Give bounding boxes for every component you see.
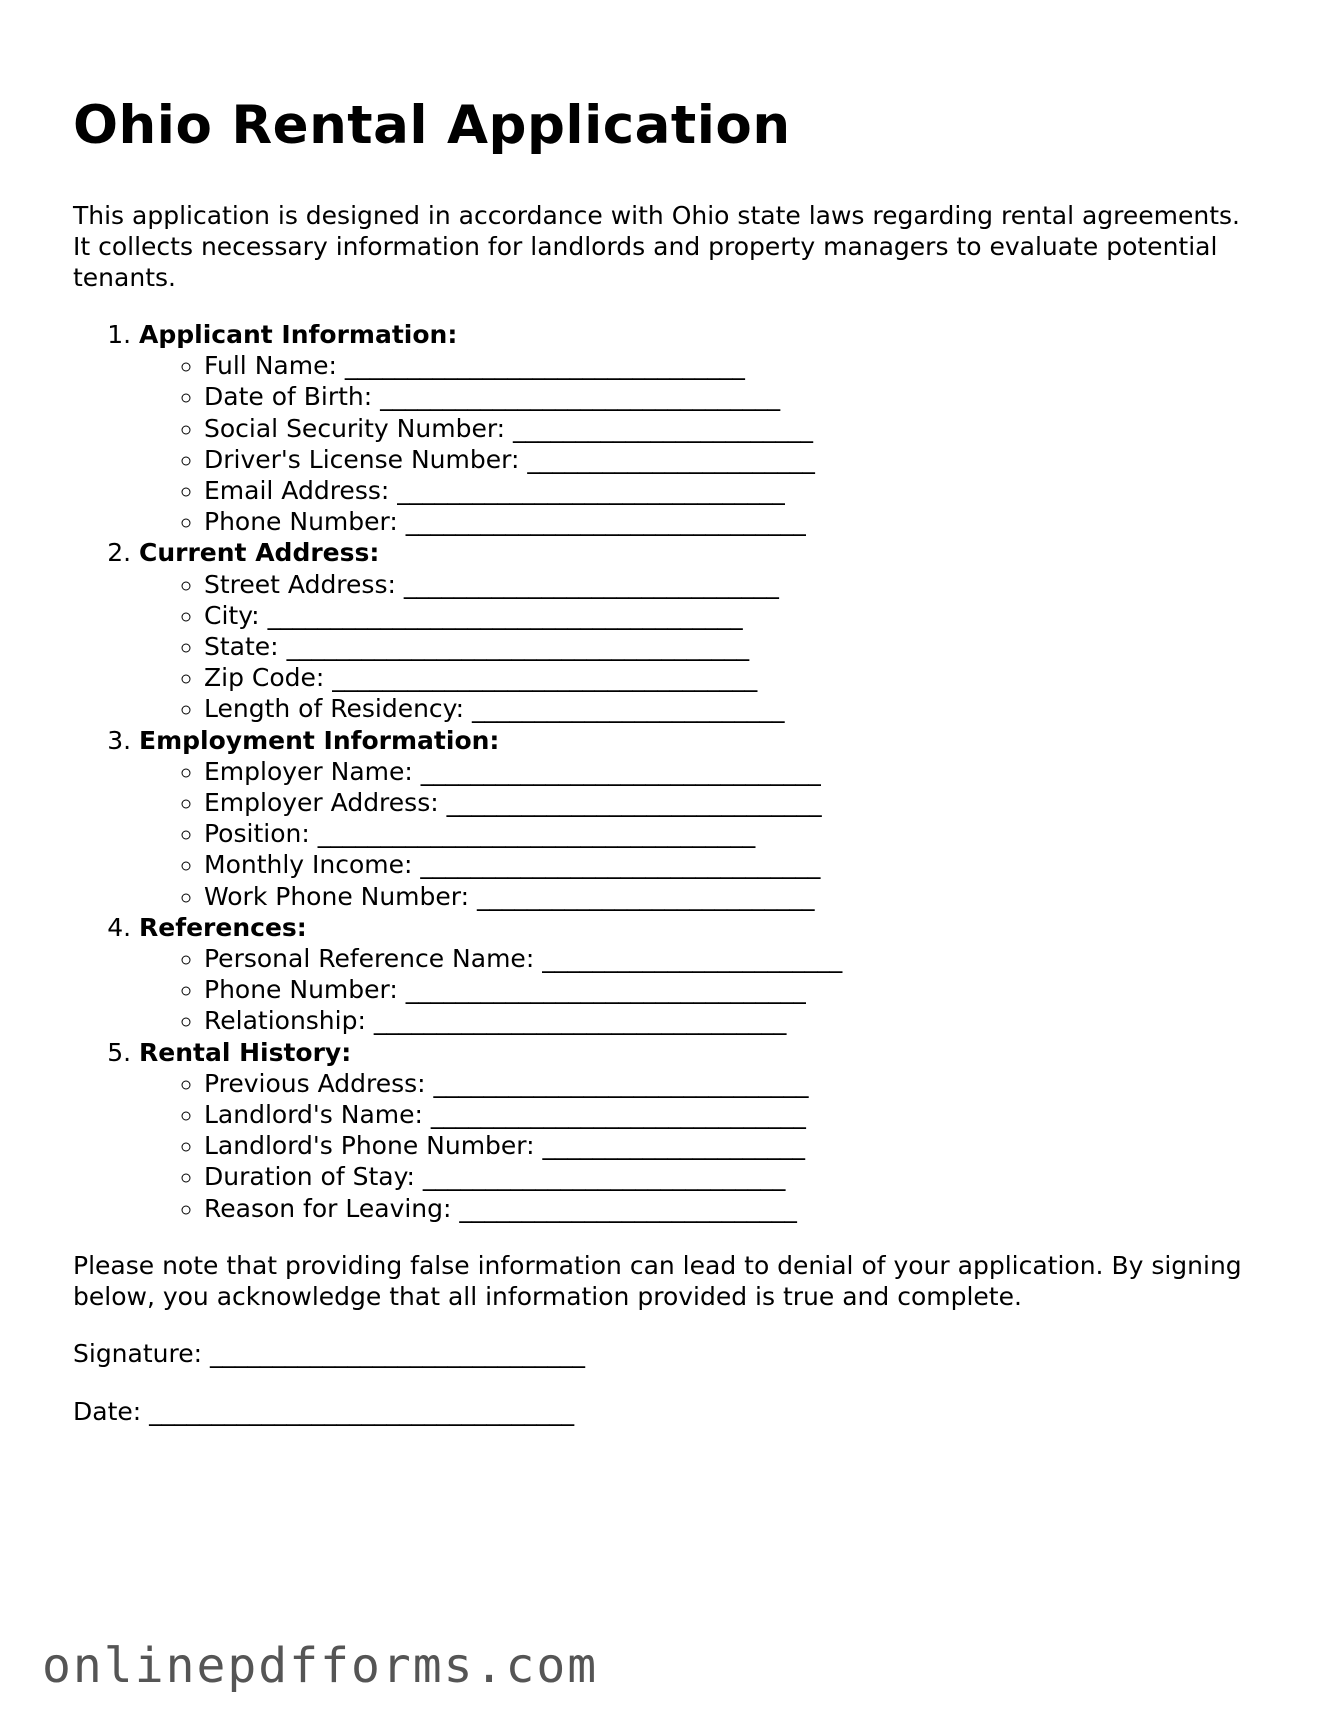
- field-blank[interactable]: ___________________________: [459, 1193, 797, 1223]
- watermark-text: onlinepdfforms.com: [42, 1638, 599, 1694]
- field-length-of-residency: [204, 693, 1273, 724]
- date-label: Date:: [73, 1396, 142, 1426]
- field-blank[interactable]: ________________________________: [405, 975, 806, 1005]
- field-list: [139, 943, 1273, 1037]
- field-reference-phone: [204, 974, 1273, 1005]
- field-label: Position:: [204, 819, 310, 849]
- section-applicant-information: [139, 319, 1273, 537]
- field-position: [204, 818, 1273, 849]
- field-label: Length of Residency:: [204, 694, 465, 724]
- intro-paragraph: This application is designed in accordance with Ohio state laws regarding rental agreements. It collects necessary information for landlords and property managers to evaluate potential tenants.: [73, 201, 1240, 292]
- field-blank[interactable]: ______________________________: [433, 1068, 809, 1098]
- field-label: Zip Code:: [204, 663, 325, 693]
- field-landlord-phone: [204, 1130, 1273, 1161]
- field-label: State:: [204, 632, 279, 662]
- field-blank[interactable]: _________________________: [472, 694, 785, 724]
- field-blank[interactable]: _____________________: [542, 1131, 806, 1161]
- field-blank[interactable]: _________________________________: [373, 1006, 787, 1036]
- field-date-of-birth: [204, 381, 1273, 412]
- field-label: Monthly Income:: [204, 850, 413, 880]
- field-employer-name: [204, 756, 1273, 787]
- field-label: Email Address:: [204, 476, 390, 506]
- section-title: Current Address:: [139, 538, 380, 568]
- field-zip-code: [204, 662, 1273, 693]
- field-blank[interactable]: ______________________________: [446, 788, 822, 818]
- field-label: Date of Birth:: [204, 382, 373, 412]
- field-blank[interactable]: ______________________________: [430, 1100, 806, 1130]
- field-label: Previous Address:: [204, 1068, 426, 1098]
- field-blank[interactable]: ________________________________: [420, 756, 821, 786]
- field-label: Employer Name:: [204, 756, 413, 786]
- field-blank[interactable]: ________________________________: [405, 507, 806, 537]
- signature-line: [73, 1338, 1273, 1369]
- field-label: Driver's License Number:: [204, 444, 520, 474]
- field-blank[interactable]: ________________________________: [380, 382, 781, 412]
- field-blank[interactable]: _____________________________________: [286, 632, 750, 662]
- field-reason-for-leaving: [204, 1193, 1273, 1224]
- section-title: References:: [139, 912, 307, 942]
- field-blank[interactable]: _______________________________: [397, 476, 785, 506]
- field-employer-address: [204, 787, 1273, 818]
- field-reference-name: [204, 943, 1273, 974]
- field-work-phone: [204, 881, 1273, 912]
- field-label: Reason for Leaving:: [204, 1193, 452, 1223]
- field-label: Employer Address:: [204, 788, 439, 818]
- field-label: Phone Number:: [204, 507, 398, 537]
- field-blank[interactable]: ___________________________________: [317, 819, 756, 849]
- field-blank[interactable]: _______________________: [527, 444, 815, 474]
- section-title: Employment Information:: [139, 725, 500, 755]
- field-city: [204, 600, 1273, 631]
- field-label: Duration of Stay:: [204, 1162, 415, 1192]
- field-list: [139, 350, 1273, 537]
- field-full-name: [204, 350, 1273, 381]
- field-list: [139, 569, 1273, 725]
- section-rental-history: [139, 1037, 1273, 1224]
- field-label: Full Name:: [204, 351, 337, 381]
- section-title: Applicant Information:: [139, 320, 458, 349]
- field-blank[interactable]: ________________________: [542, 944, 843, 974]
- section-title: Rental History:: [139, 1037, 352, 1067]
- section-references: [139, 912, 1273, 1037]
- field-previous-address: [204, 1068, 1273, 1099]
- field-blank[interactable]: ________________________: [513, 413, 814, 443]
- section-list: [73, 319, 1273, 1224]
- field-landlord-name: [204, 1099, 1273, 1130]
- field-label: City:: [204, 600, 260, 630]
- field-email: [204, 475, 1273, 506]
- field-drivers-license: [204, 444, 1273, 475]
- field-blank[interactable]: _____________________________: [422, 1162, 786, 1192]
- field-monthly-income: [204, 849, 1273, 880]
- field-label: Street Address:: [204, 569, 396, 599]
- date-line: [73, 1396, 1273, 1427]
- signature-blank[interactable]: ______________________________: [209, 1338, 585, 1368]
- page-title: Ohio Rental Application: [73, 95, 791, 156]
- field-blank[interactable]: ___________________________: [477, 881, 815, 911]
- field-label: Landlord's Phone Number:: [204, 1131, 535, 1161]
- field-blank[interactable]: __________________________________: [332, 663, 758, 693]
- field-label: Personal Reference Name:: [204, 944, 535, 974]
- field-list: [139, 756, 1273, 912]
- field-blank[interactable]: ______________________________: [403, 569, 779, 599]
- field-blank[interactable]: ________________________________: [420, 850, 821, 880]
- field-blank[interactable]: ______________________________________: [267, 600, 743, 630]
- field-list: [139, 1068, 1273, 1224]
- field-label: Landlord's Name:: [204, 1100, 423, 1130]
- section-employment-information: [139, 725, 1273, 912]
- field-label: Social Security Number:: [204, 413, 506, 443]
- date-blank[interactable]: __________________________________: [149, 1396, 575, 1426]
- section-current-address: [139, 537, 1273, 724]
- field-label: Work Phone Number:: [204, 881, 470, 911]
- field-street-address: [204, 569, 1273, 600]
- document-page: [73, 90, 1273, 1427]
- field-relationship: [204, 1005, 1273, 1036]
- acknowledgement-note: Please note that providing false information can lead to denial of your application. By signing below, you acknowledge that all information provided is true and complete.: [73, 1250, 1242, 1311]
- field-state: [204, 631, 1273, 662]
- field-duration-of-stay: [204, 1161, 1273, 1192]
- field-ssn: [204, 413, 1273, 444]
- field-phone: [204, 506, 1273, 537]
- field-blank[interactable]: ________________________________: [344, 351, 745, 381]
- signature-label: Signature:: [73, 1338, 203, 1368]
- field-label: Relationship:: [204, 1006, 366, 1036]
- field-label: Phone Number:: [204, 975, 398, 1005]
